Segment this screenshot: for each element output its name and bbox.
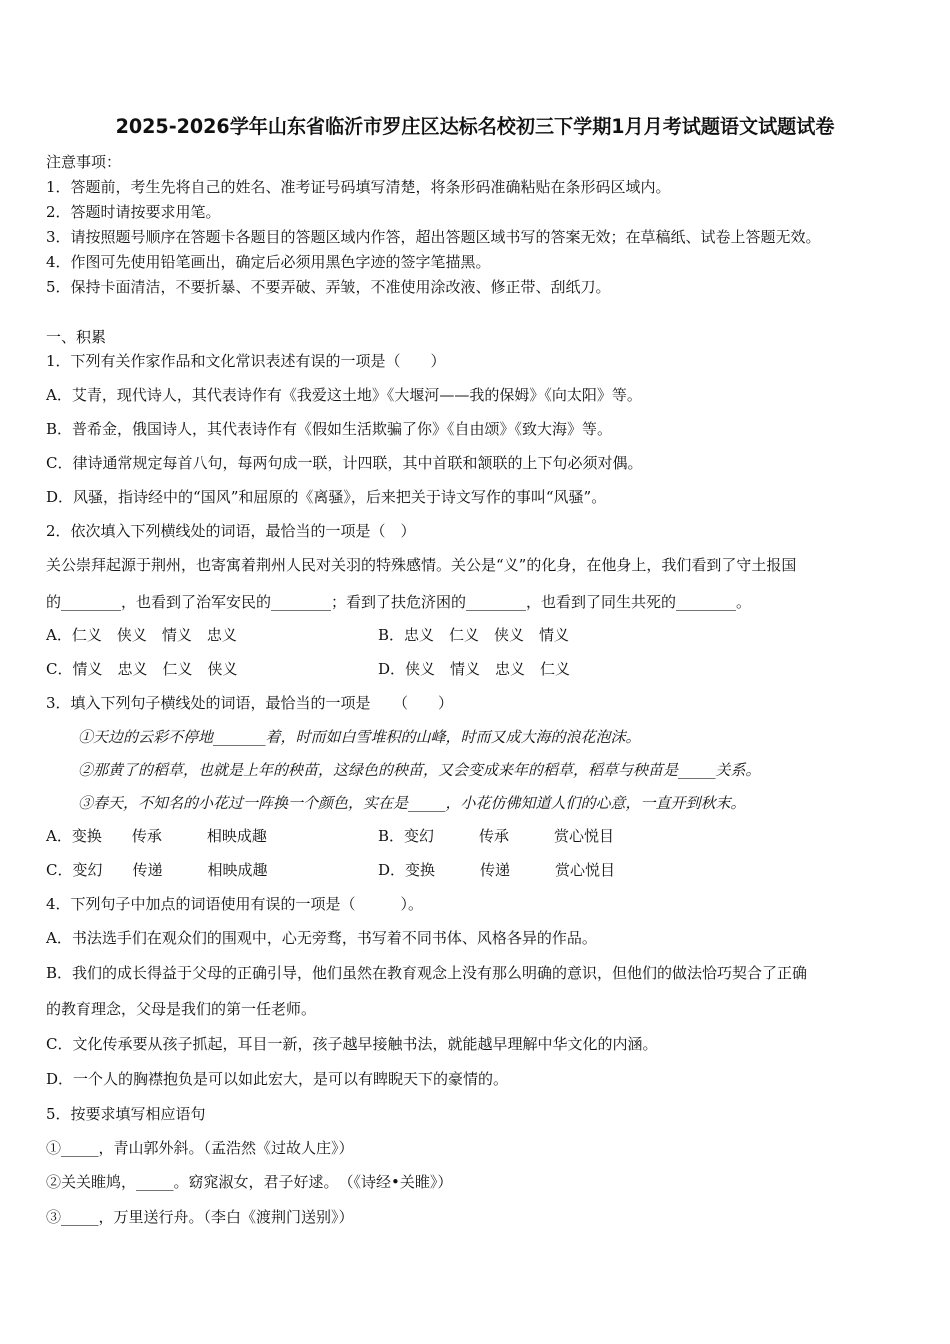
question-2-option-c: C．情义 忠义 仁义 侠义 (46, 660, 238, 678)
question-5-item-1: ①_____，青山郭外斜。（孟浩然《过故人庄》） (46, 1139, 354, 1157)
question-2-passage-line-1: 关公崇拜起源于荆州，也寄寓着荆州人民对关羽的特殊感情。关公是“义”的化身，在他身上，我们看到了守土报国 (46, 556, 797, 574)
question-1-option-a: A．艾青，现代诗人，其代表诗作有《我爱这土地》《大堰河——我的保姆》《向太阳》等。 (46, 386, 642, 404)
section-heading: 一、积累 (46, 328, 107, 346)
question-3-stem: 3．填入下列句子横线处的词语，最恰当的一项是 （ ） (46, 694, 454, 712)
question-3-option-d: D．变换 传递 赏心悦目 (378, 861, 616, 879)
question-4-option-b: B．我们的成长得益于父母的正确引导，他们虽然在教育观念上没有那么明确的意识，但他们的做法恰巧契合了正确 (46, 964, 808, 982)
question-3-option-c: C．变幻 传递 相映成趣 (46, 861, 268, 879)
notice-item: 4．作图可先使用铅笔画出，确定后必须用黑色字迹的签字笔描黑。 (46, 253, 491, 271)
question-1-option-b: B．普希金，俄国诗人，其代表诗作有《假如生活欺骗了你》《自由颂》《致大海》等。 (46, 420, 613, 438)
question-2-option-b: B．忠义 仁义 侠义 情义 (378, 626, 570, 644)
question-4-option-b-continued: 的教育理念，父母是我们的第一任老师。 (46, 1000, 317, 1018)
question-5-item-2: ②关关睢鸠，_____。窈窕淑女，君子好逑。 （《诗经•关睢》） (46, 1173, 453, 1191)
question-3-sentence-2: ②那黄了的稻草，也就是上年的秧苗，这绿色的秧苗，又会变成来年的稻草，稻草与秧苗是_____关系。 (78, 761, 761, 779)
question-3-option-a: A．变换 传承 相映成趣 (46, 827, 267, 845)
question-1-option-c: C．律诗通常规定每首八句，每两句成一联，计四联，其中首联和颔联的上下句必须对偶。 (46, 454, 643, 472)
question-3-option-b: B．变幻 传承 赏心悦目 (378, 827, 615, 845)
question-1-option-d: D．风骚，指诗经中的“国风”和屈原的《离骚》，后来把关于诗文写作的事叫“风骚”。 (46, 488, 607, 506)
question-2-passage-line-2: 的________，也看到了治军安民的________；看到了扶危济困的________，也看到了同生共死的________。 (46, 593, 752, 611)
question-4-option-c: C．文化传承要从孩子抓起，耳目一新，孩子越早接触书法，就能越早理解中华文化的内涵。 (46, 1035, 658, 1053)
notice-item: 5．保持卡面清洁，不要折暴、不要弄破、弄皱，不准使用涂改液、修正带、刮纸刀。 (46, 278, 611, 296)
question-2-option-d: D．侠义 情义 忠义 仁义 (378, 660, 571, 678)
exam-title: 2025-2026学年山东省临沂市罗庄区达标名校初三下学期1月月考试题语文试题试卷 (115, 115, 835, 138)
notice-heading: 注意事项： (46, 153, 122, 171)
question-4-option-a: A．书法选手们在观众们的围观中，心无旁骛，书写着不同书体、风格各异的作品。 (46, 929, 597, 947)
notice-item: 1．答题前，考生先将自己的姓名、准考证号码填写清楚，将条形码准确粘贴在条形码区域内。 (46, 178, 671, 196)
question-5-stem: 5．按要求填写相应语句 (46, 1105, 206, 1123)
question-3-sentence-1: ①天边的云彩不停地_______着，时而如白雪堆积的山峰，时而又成大海的浪花泡沫。 (78, 728, 641, 746)
question-2-stem: 2．依次填入下列横线处的词语，最恰当的一项是（ ） (46, 522, 416, 540)
notice-item: 2．答题时请按要求用笔。 (46, 203, 221, 221)
question-5-item-3: ③_____，万里送行舟。（李白《渡荆门送别》） (46, 1208, 354, 1226)
notice-item: 3．请按照题号顺序在答题卡各题目的答题区域内作答，超出答题区域书写的答案无效；在草稿纸、试卷上答题无效。 (46, 228, 821, 246)
question-4-stem: 4．下列句子中加点的词语使用有误的一项是（ ）。 (46, 895, 424, 913)
question-3-sentence-3: ③春天，不知名的小花过一阵换一个颜色，实在是_____，小花仿佛知道人们的心意，一直开到秋末。 (78, 794, 746, 812)
question-1-stem: 1．下列有关作家作品和文化常识表述有误的一项是（ ） (46, 352, 446, 370)
question-2-option-a: A．仁义 侠义 情义 忠义 (46, 626, 237, 644)
question-4-option-d: D．一个人的胸襟抱负是可以如此宏大，是可以有睥睨天下的豪情的。 (46, 1070, 509, 1088)
